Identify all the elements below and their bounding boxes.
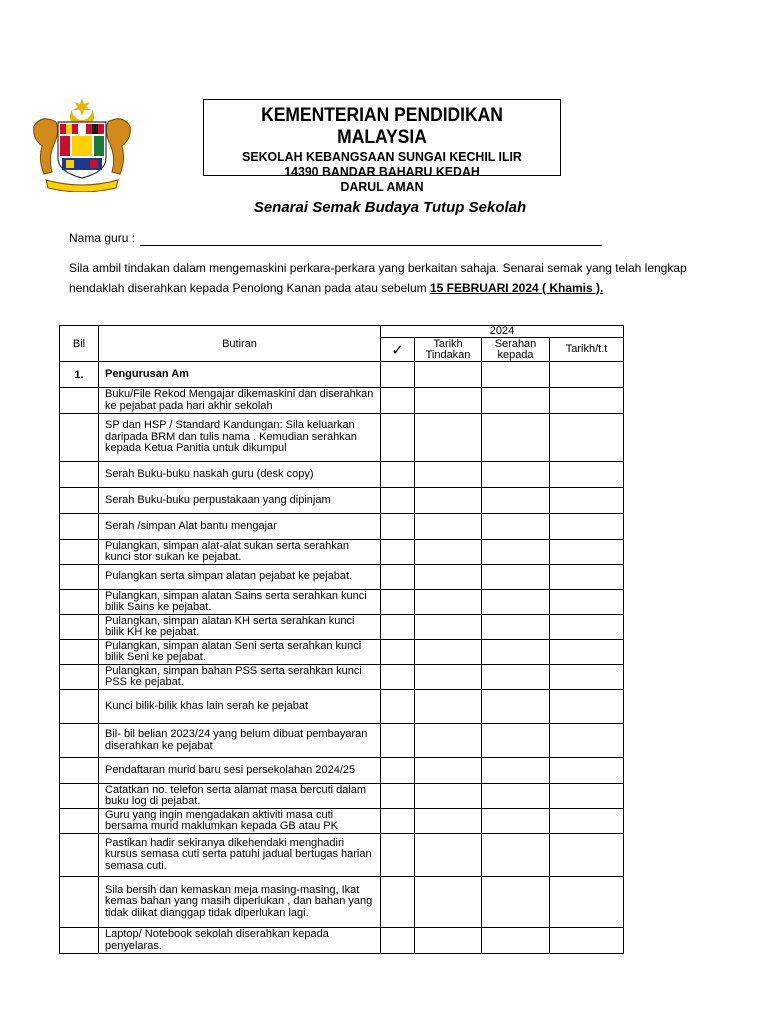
row-description: Pulangkan, simpan alat-alat sukan serta serahkan kunci stor sukan ke pejabat.	[99, 540, 381, 565]
section-number: 1.	[60, 362, 99, 388]
tarikh-tindakan-cell[interactable]	[415, 784, 482, 809]
row-number-cell	[60, 877, 99, 928]
check-cell[interactable]	[381, 758, 415, 784]
check-cell[interactable]	[381, 362, 415, 388]
table-row	[60, 488, 624, 514]
row-number-cell	[60, 690, 99, 724]
instruction-text: Sila ambil tindakan dalam mengemaskini perkara-perkara yang berkaitan sahaja. Senarai semak yang telah lengkap hendaklah diserahkan kepada Penolong Kanan pada atau sebelum	[69, 261, 687, 295]
serahan-kepada-cell[interactable]	[482, 615, 550, 640]
check-cell[interactable]	[381, 690, 415, 724]
teacher-name-row	[69, 231, 602, 246]
serahan-kepada-cell[interactable]	[482, 488, 550, 514]
table-row	[60, 615, 624, 640]
table-row	[60, 414, 624, 462]
serahan-kepada-cell[interactable]	[482, 414, 550, 462]
tarikh-tt-cell[interactable]	[550, 724, 624, 758]
row-description: Bil- bil belian 2023/24 yang belum dibuat pembayaran diserahkan ke pejabat	[99, 724, 381, 758]
tarikh-tindakan-cell[interactable]	[415, 615, 482, 640]
row-number-cell	[60, 514, 99, 540]
row-number-cell	[60, 590, 99, 615]
school-name: SEKOLAH KEBANGSAAN SUNGAI KECHIL ILIR	[242, 149, 522, 164]
check-cell[interactable]	[381, 388, 415, 414]
row-number-cell	[60, 540, 99, 565]
tarikh-tt-cell[interactable]	[550, 758, 624, 784]
instruction-paragraph	[69, 259, 689, 298]
header-serahan-kepada: Serahan kepada	[482, 338, 550, 362]
tarikh-tindakan-cell[interactable]	[415, 514, 482, 540]
row-description: Pulangkan, simpan alatan Seni serta serahkan kunci bilik Seni ke pejabat.	[99, 640, 381, 665]
tarikh-tt-cell[interactable]	[550, 615, 624, 640]
tarikh-tindakan-cell[interactable]	[415, 724, 482, 758]
tarikh-tindakan-cell[interactable]	[415, 690, 482, 724]
header-check-mark: ✓	[381, 338, 415, 362]
check-cell[interactable]	[381, 928, 415, 954]
row-number-cell	[60, 462, 99, 488]
row-description: Buku/File Rekod Mengajar dikemaskini dan diserahkan ke pejabat pada hari akhir sekolah	[99, 388, 381, 414]
serahan-kepada-cell[interactable]	[482, 784, 550, 809]
serahan-kepada-cell[interactable]	[482, 834, 550, 877]
check-cell[interactable]	[381, 514, 415, 540]
table-row	[60, 724, 624, 758]
row-description: Pulangkan, simpan bahan PSS serta serahkan kunci PSS ke pejabat.	[99, 665, 381, 690]
row-description: Kunci bilik-bilik khas lain serah ke pejabat	[99, 690, 381, 724]
serahan-kepada-cell[interactable]	[482, 928, 550, 954]
check-cell[interactable]	[381, 462, 415, 488]
tarikh-tt-cell[interactable]	[550, 540, 624, 565]
school-header-box	[203, 99, 561, 194]
serahan-kepada-cell[interactable]	[482, 462, 550, 488]
serahan-kepada-cell[interactable]	[482, 590, 550, 615]
row-description: Pulangkan, simpan alatan Sains serta serahkan kunci bilik Sains ke pejabat.	[99, 590, 381, 615]
row-number-cell	[60, 640, 99, 665]
tarikh-tt-cell[interactable]	[550, 784, 624, 809]
table-row	[60, 809, 624, 834]
table-row	[60, 665, 624, 690]
serahan-kepada-cell[interactable]	[482, 362, 550, 388]
ministry-name: KEMENTERIAN PENDIDIKAN MALAYSIA	[261, 105, 503, 148]
tarikh-tt-cell[interactable]	[550, 514, 624, 540]
teacher-name-field[interactable]	[140, 231, 602, 246]
check-cell[interactable]	[381, 834, 415, 877]
row-number-cell	[60, 488, 99, 514]
checklist-rows	[60, 388, 624, 954]
malaysia-coat-of-arms-logo	[26, 96, 138, 192]
tarikh-tt-cell[interactable]	[550, 640, 624, 665]
table-row	[60, 590, 624, 615]
row-description: Pulangkan serta simpan alatan pejabat ke pejabat.	[99, 565, 381, 590]
tarikh-tindakan-cell[interactable]	[415, 488, 482, 514]
table-row	[60, 565, 624, 590]
tarikh-tindakan-cell[interactable]	[415, 414, 482, 462]
document-title: Senarai Semak Budaya Tutup Sekolah	[253, 199, 527, 216]
tarikh-tindakan-cell[interactable]	[415, 362, 482, 388]
tarikh-tindakan-cell[interactable]	[415, 665, 482, 690]
row-number-cell	[60, 928, 99, 954]
check-cell[interactable]	[381, 488, 415, 514]
check-cell[interactable]	[381, 724, 415, 758]
table-row	[60, 928, 624, 954]
row-number-cell	[60, 665, 99, 690]
row-number-cell	[60, 724, 99, 758]
tarikh-tt-cell[interactable]	[550, 834, 624, 877]
tarikh-tt-cell[interactable]	[550, 928, 624, 954]
tarikh-tindakan-cell[interactable]	[415, 640, 482, 665]
tarikh-tt-cell[interactable]	[550, 362, 624, 388]
deadline-date: 15 FEBRUARI 2024 ( Khamis ).	[429, 280, 604, 295]
serahan-kepada-cell[interactable]	[482, 877, 550, 928]
row-description: Serah Buku-buku naskah guru (desk copy)	[99, 462, 381, 488]
row-number-cell	[60, 565, 99, 590]
tarikh-tt-cell[interactable]	[550, 809, 624, 834]
checklist-table	[59, 325, 624, 954]
header-year: 2024	[381, 326, 624, 338]
tarikh-tindakan-cell[interactable]	[415, 834, 482, 877]
serahan-kepada-cell[interactable]	[482, 758, 550, 784]
tarikh-tindakan-cell[interactable]	[415, 590, 482, 615]
row-description: Laptop/ Notebook sekolah diserahkan kepada penyelaras.	[99, 928, 381, 954]
table-row	[60, 462, 624, 488]
table-row	[60, 877, 624, 928]
serahan-kepada-cell[interactable]	[482, 514, 550, 540]
row-number-cell	[60, 784, 99, 809]
tarikh-tt-cell[interactable]	[550, 665, 624, 690]
school-state: DARUL AMAN	[340, 179, 424, 194]
table-row	[60, 514, 624, 540]
check-cell[interactable]	[381, 809, 415, 834]
row-description: Pastikan hadir sekiranya dikehendaki menghadiri kursus semasa cuti serta patuhi jadual bertugas harian semasa cuti.	[99, 834, 381, 877]
serahan-kepada-cell[interactable]	[482, 724, 550, 758]
check-cell[interactable]	[381, 590, 415, 615]
serahan-kepada-cell[interactable]	[482, 665, 550, 690]
tarikh-tindakan-cell[interactable]	[415, 462, 482, 488]
row-number-cell	[60, 388, 99, 414]
row-description: Serah Buku-buku perpustakaan yang dipinjam	[99, 488, 381, 514]
tarikh-tt-cell[interactable]	[550, 590, 624, 615]
table-row	[60, 388, 624, 414]
section-row	[60, 362, 624, 388]
tarikh-tindakan-cell[interactable]	[415, 565, 482, 590]
tarikh-tindakan-cell[interactable]	[415, 877, 482, 928]
school-address: 14390 BANDAR BAHARU KEDAH	[284, 164, 480, 179]
section-title: Pengurusan Am	[99, 362, 381, 388]
teacher-name-label: Nama guru :	[69, 231, 136, 245]
table-row	[60, 640, 624, 665]
check-cell[interactable]	[381, 640, 415, 665]
check-cell[interactable]	[381, 784, 415, 809]
table-row	[60, 690, 624, 724]
tarikh-tt-cell[interactable]	[550, 690, 624, 724]
serahan-kepada-cell[interactable]	[482, 565, 550, 590]
header-butiran: Butiran	[99, 326, 381, 362]
row-description: SP dan HSP / Standard Kandungan: Sila keluarkan daripada BRM dan tulis nama . Kemudian serahkan kepada Ketua Panitia untuk dikumpul	[99, 414, 381, 462]
tarikh-tindakan-cell[interactable]	[415, 758, 482, 784]
table-row	[60, 784, 624, 809]
serahan-kepada-cell[interactable]	[482, 809, 550, 834]
row-description: Sila bersih dan kemaskan meja masing-masing, Ikat kemas bahan yang masih diperlukan , dan bahan yang tidak diikat dianggap tidak diperlukan lagi.	[99, 877, 381, 928]
check-cell[interactable]	[381, 565, 415, 590]
check-cell[interactable]	[381, 615, 415, 640]
header-bil: Bil	[60, 326, 99, 362]
table-row	[60, 758, 624, 784]
tarikh-tindakan-cell[interactable]	[415, 388, 482, 414]
serahan-kepada-cell[interactable]	[482, 540, 550, 565]
tarikh-tindakan-cell[interactable]	[415, 540, 482, 565]
table-row	[60, 834, 624, 877]
check-cell[interactable]	[381, 665, 415, 690]
tarikh-tt-cell[interactable]	[550, 877, 624, 928]
header-tarikh-tt: Tarikh/t.t	[550, 338, 624, 362]
tarikh-tindakan-cell[interactable]	[415, 928, 482, 954]
row-description: Catatkan no. telefon serta alamat masa bercuti dalam buku log di pejabat.	[99, 784, 381, 809]
tarikh-tt-cell[interactable]	[550, 565, 624, 590]
tarikh-tt-cell[interactable]	[550, 488, 624, 514]
header-tarikh-tindakan: Tarikh Tindakan	[415, 338, 482, 362]
check-cell[interactable]	[381, 877, 415, 928]
serahan-kepada-cell[interactable]	[482, 640, 550, 665]
serahan-kepada-cell[interactable]	[482, 690, 550, 724]
check-cell[interactable]	[381, 414, 415, 462]
tarikh-tt-cell[interactable]	[550, 462, 624, 488]
serahan-kepada-cell[interactable]	[482, 388, 550, 414]
row-number-cell	[60, 758, 99, 784]
check-cell[interactable]	[381, 540, 415, 565]
row-description: Serah /simpan Alat bantu mengajar	[99, 514, 381, 540]
table-row	[60, 540, 624, 565]
tarikh-tt-cell[interactable]	[550, 414, 624, 462]
tarikh-tindakan-cell[interactable]	[415, 809, 482, 834]
row-number-cell	[60, 834, 99, 877]
row-number-cell	[60, 414, 99, 462]
row-number-cell	[60, 615, 99, 640]
row-description: Pulangkan, simpan alatan KH serta serahkan kunci bilik KH ke pejabat.	[99, 615, 381, 640]
row-description: Guru yang ingin mengadakan aktiviti masa cuti bersama murid maklumkan kepada GB atau PK	[99, 809, 381, 834]
row-number-cell	[60, 809, 99, 834]
row-description: Pendaftaran murid baru sesi persekolahan 2024/25	[99, 758, 381, 784]
tarikh-tt-cell[interactable]	[550, 388, 624, 414]
